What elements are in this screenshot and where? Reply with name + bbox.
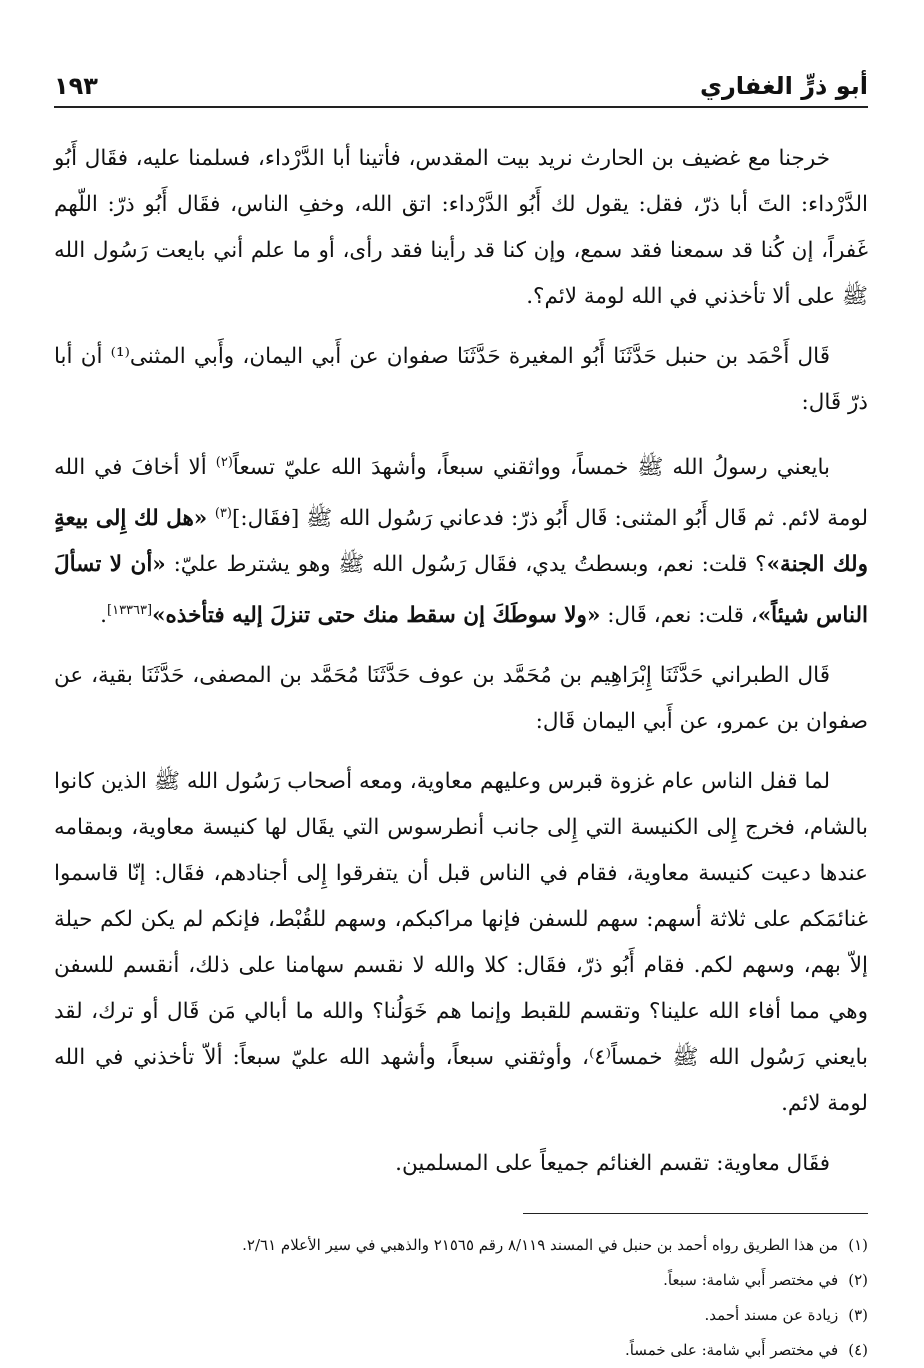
footnote-number: (٤) [848,1341,868,1360]
footnote-4 [54,1333,868,1368]
paragraph-4: قَال الطبراني حَدَّثَنَا إِبْرَاهِيم بن مُحَمَّد بن عوف حَدَّثَنَا مُحَمَّد بن المصفى، حَدَّثَنَا بقية، عن صفوان بن عمرو، عن أَبي اليمان قَال: [54,663,868,735]
footnote-number: (١) [848,1236,868,1255]
paragraph-1: خرجنا مع غضيف بن الحارث نريد بيت المقدس، فأتينا أبا الدَّرْداء، فسلمنا عليه، فقَال أَبُو الدَّرْداء: التَ أبا ذرّ، فقل: يقول لك أَبُو الدَّرْداء: اتق الله، وخفِ الناس، فقَال أَبُو ذرّ: اللّهم غَفراً، إن كُنا قد سمعنا فقد سمع، وإن كنا قد رأينا فقد رأى، أو ما علم أني بايعت رَسُول الله ﷺ على ألا تأخذني في الله لومة لائم؟. [54,146,868,309]
p3-text-a: بايعني رسولُ الله ﷺ خمساً، وواثقني سبعاً، وأشهدَ الله عليّ تسعاً [232,455,830,481]
running-head [54,52,868,100]
footnote-ref-2: (٢) [215,455,233,470]
footnote-text: في مختصر أَبي شامة: سبعاً. [663,1271,839,1290]
footnote-rule [523,1213,868,1214]
hadith-number: [١٣٣٦٣] [107,603,153,619]
paragraph-2: قَال أَحْمَد بن حنبل حَدَّثَنَا أَبُو المغيرة حَدَّثَنَا صفوان عن أَبي اليمان، وأَبي المثنى⁽¹⁾ أن أبا ذرّ قَال: [54,344,868,415]
hadith-quote-1: «هل لك إِلى بيعةٍ ولك الجنة» [54,506,868,578]
p3-text-f: ، قلت: نعم، قَال: [600,603,758,629]
footnote-2 [54,1263,868,1298]
footnotes [54,1228,868,1368]
hadith-quote-2: «أن لا تسألَ الناس شيئاً» [54,552,868,629]
header-rule [54,106,868,108]
footnote-3 [54,1298,868,1333]
footnote-1 [54,1228,868,1263]
footnote-ref-3: (٣) [214,506,232,522]
footnote-text: من هذا الطريق رواه أحمد بن حنبل في المسند ٨/١١٩ رقم ٢١٥٦٥ والذهبي في سير الأعلام ٢/٦١. [242,1236,839,1255]
paragraph-5: لما قفل الناس عام غزوة قبرس وعليهم معاوية، ومعه أصحاب رَسُول الله ﷺ الذين كانوا بالشام، فخرج إِلى الكنيسة التي إِلى جانب أنطرسوس التي يقَال لها كنيسة معاوية، وبمقامه عندها دعيت كنيسة معاوية، فقام في الناس قبل أن يتفرقوا إِلى أجنادهم، فقَال: إنّا قاسموا غنائمَكم على ثلاثة أسهم: سهم للسفن فإنها مراكبكم، وسهم للقُبْط، فإنكم لم يكن لكم حيلة إلاّ بهم، وسهم لكم. فقام أَبُو ذرّ، فقَال: كلا والله لا نقسم سهامنا على ذلك، أنقسم للسفن وهي مما أفاء الله علينا؟ وتقسم للقبط وإنما هم خَوَلُنا؟ والله ما أبالي مَن قَال أو ترك، لقد بايعني رَسُول الله ﷺ خمساً⁽٤⁾، وأوثقني سبعاً، وأشهد الله عليّ سبعاً: ألاّ تأخذني في الله لومة لائم. [54,769,868,1117]
hadith-quote-3: «ولا سوطَكَ إن سقط منك حتى تنزلَ إليه فتأخذه» [152,603,601,629]
page-number: ١٩٣ [54,72,98,100]
p3-end: . [100,603,108,629]
paragraph-3 [54,440,868,639]
footnote-text: زيادة عن مسند أحمد. [704,1306,839,1325]
footnote-number: (٣) [848,1306,868,1325]
paragraph-6: فقَال معاوية: تقسم الغنائم جميعاً على المسلمين. [395,1151,830,1177]
p3-text-d: ؟ قلت: نعم، وبسطتُ يدي، فقَال رَسُول الله ﷺ وهو يشترط عليّ: [165,552,767,578]
footnote-text: في مختصر أَبي شامة: على خمساً. [624,1341,839,1360]
running-title: أبو ذرٍّ الغفاري [699,72,868,100]
footnote-number: (٢) [848,1271,868,1290]
p3-text-b: ألا أخافَ في الله لومة لائم. ثم قَال أَبُو المثنى: قَال أَبُو ذرّ: فدعاني رَسُول الله ﷺ [فقَال:] [54,455,868,532]
